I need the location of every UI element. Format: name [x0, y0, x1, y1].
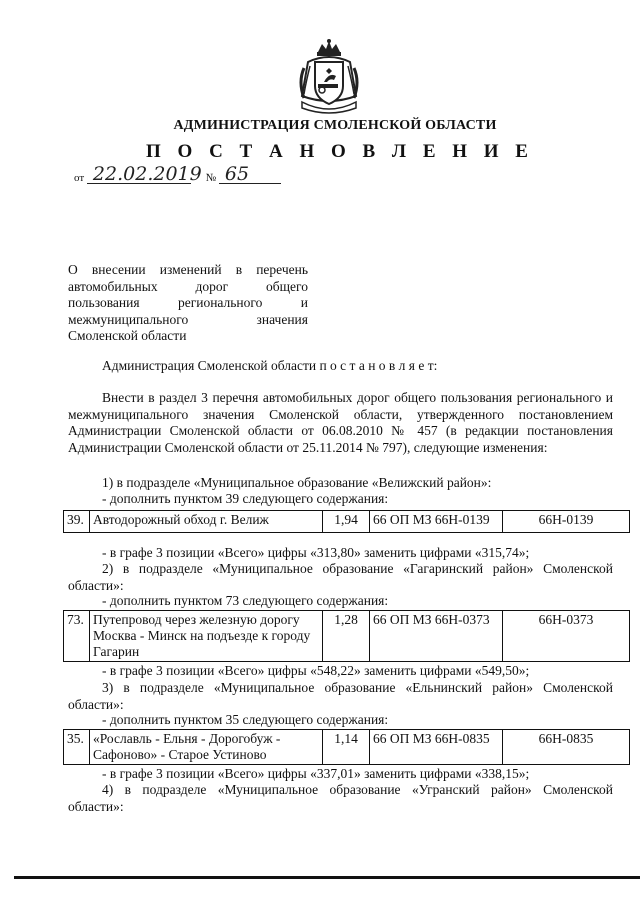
cell-number: 35. [64, 730, 90, 765]
item-3-table [63, 729, 630, 765]
table-row [64, 511, 630, 533]
cell-road-name: «Рославль - Ельня - Дорогобуж - Сафоново» - Старое Устиново [90, 730, 323, 765]
agency-name: АДМИНИСТРАЦИЯ СМОЛЕНСКОЙ ОБЛАСТИ [173, 118, 497, 133]
date-number-line [74, 163, 281, 185]
item-1-total-line: - в графе 3 позиции «Всего» цифры «313,80» заменить цифрами «315,74»; [102, 545, 530, 560]
item-2-table [63, 610, 630, 662]
handwritten-number: 65 [219, 166, 281, 184]
cell-identifier: 66 ОП МЗ 66Н-0373 [370, 611, 503, 662]
cell-reg-number: 66Н-0139 [503, 511, 630, 533]
cell-length: 1,14 [323, 730, 370, 765]
item-1-add-line: - дополнить пунктом 39 следующего содержания: [102, 491, 389, 506]
cell-identifier: 66 ОП МЗ 66Н-0835 [370, 730, 503, 765]
item-2-heading: 2) в подразделе «Муниципальное образование «Гагаринский район» Смоленской области»: [68, 561, 613, 593]
scan-bottom-edge [14, 876, 640, 879]
item-2-add-line: - дополнить пунктом 73 следующего содержания: [102, 593, 389, 608]
table-row [64, 611, 630, 662]
preamble: Администрация Смоленской области п о с т а н о в л я е т: [102, 358, 438, 373]
cell-length: 1,28 [323, 611, 370, 662]
cell-reg-number: 66Н-0835 [503, 730, 630, 765]
cell-road-name: Автодорожный обход г. Велиж [90, 511, 323, 533]
cell-road-name: Путепровод через железную дорогу Москва - Минск на подъезде к городу Гагарин [90, 611, 323, 662]
item-4-heading: 4) в подразделе «Муниципальное образование «Угранский район» Смоленской области»: [68, 782, 613, 814]
cell-length: 1,94 [323, 511, 370, 533]
item-1-table [63, 510, 630, 533]
cell-number: 39. [64, 511, 90, 533]
number-prefix: № [205, 172, 217, 184]
item-1-heading: 1) в подразделе «Муниципальное образование «Велижский район»: [102, 475, 492, 490]
coat-of-arms-emblem [296, 38, 362, 118]
item-3-total-line: - в графе 3 позиции «Всего» цифры «337,01» заменить цифрами «338,15»; [102, 766, 530, 781]
item-2-total-line: - в графе 3 позиции «Всего» цифры «548,22» заменить цифрами «549,50»; [102, 663, 530, 678]
date-prefix: от [74, 172, 85, 184]
handwritten-date: 22.02.2019 [87, 166, 191, 184]
cell-reg-number: 66Н-0373 [503, 611, 630, 662]
table-row [64, 730, 630, 765]
cell-identifier: 66 ОП МЗ 66Н-0139 [370, 511, 503, 533]
document-type-title: П О С Т А Н О В Л Е Н И Е [146, 141, 534, 162]
item-3-add-line: - дополнить пунктом 35 следующего содержания: [102, 712, 389, 727]
item-3-heading: 3) в подразделе «Муниципальное образование «Ельнинский район» Смоленской области»: [68, 680, 613, 712]
document-subject: О внесении изменений в перечень автомобильных дорог общего пользования регионального и межмуниципального значения Смоленской области [68, 262, 308, 343]
cell-number: 73. [64, 611, 90, 662]
intro-paragraph: Внести в раздел 3 перечня автомобильных дорог общего пользования регионального и межмуниципального значения Смоленской области, утвержденного постановлением Администрации Смоленской области от 06.08.2010 № 457 (в редакции постановления Администрации Смоленской области от 25.11.2014 № 797), следующие изменения: [68, 390, 613, 455]
